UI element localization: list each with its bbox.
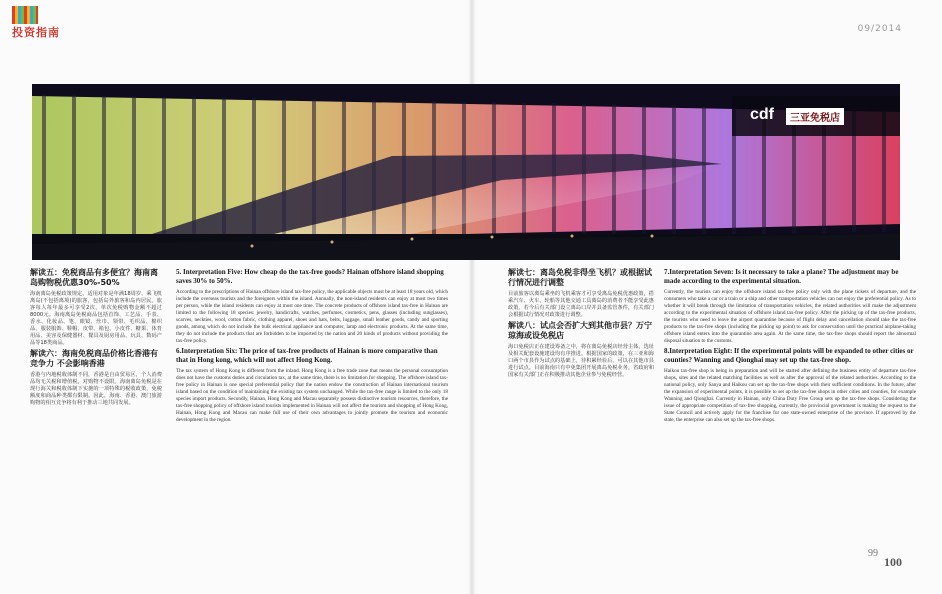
rainbow-stripes-icon xyxy=(12,6,38,24)
cdf-logo: cdf xyxy=(750,106,774,123)
body-interpretation-6-zh: 香港与内地税收体制不同，香港是自由贸易区，个人消费品均无关税和增值税，对购物不设限。海南离岛免税是在现行海关和税收体制下实施的一项特殊的税收政策，免税额度和商品种类都有限制。因此，海南、香港、澳门旅游购物的相互竞争将有利于推动三地共同发展。 xyxy=(30,372,162,406)
chinese-column-1 xyxy=(30,268,162,578)
heading-interpretation-5-zh: 解读五：免税商品有多便宜？海南离岛购物税优惠30%-50% xyxy=(30,268,158,287)
page-number-right: 100 xyxy=(884,555,902,569)
building-photo xyxy=(32,84,900,260)
section-title: 投资指南 xyxy=(12,26,60,39)
body-interpretation-6-en: The tax system of Hong Kong is different from the inland. Hong Kong is a free trade zone that means the personal consumption does not have the customs duties and circulation tax, at the same time, there is no limitation for shopping. The offshore island tax-free policy in Hainan is one special preferential policy that the nation endow the construction of Hainan international tourism island based on the condition of maintaining the existing tax system unchanged. While the tax-free range is limited to the only 18 species import products. Secondly, Hainan, Hong Kong and Macau separately possess distinctive tourism resources, therefore, the tax-free shopping policy of offshore island tourists implemented in Hainan will not affect the tourism and shopping of Hong Kong, Hainan, Hong Kong and Macau can make full use of their own advantages to jointly promote the tourism and economic development in the region. xyxy=(176,368,448,423)
issue-code: 09/2014 xyxy=(857,24,902,34)
store-sign: 三亚免税店 xyxy=(786,108,844,125)
heading-interpretation-5-en: 5. Interpretation Five: How cheap do the tax-free goods? Hainan offshore island shopping saves 30% to 50%. xyxy=(176,268,444,285)
heading-interpretation-7-en: 7.Interpretation Seven: Is it necessary to take a plane? The adjustment may be made according to the experimental situation. xyxy=(664,268,899,285)
heading-interpretation-8-en: 8.Interpretation Eight: If the experimental points will be expanded to other cities or counties? Wanning and Qionghai may set up the tax-free shop. xyxy=(664,347,914,364)
section-logo xyxy=(12,6,64,40)
heading-interpretation-7-zh: 解读七：离岛免税非得坐飞机？或根据试行情况进行调整 xyxy=(508,268,652,287)
english-column-2 xyxy=(664,268,916,578)
body-interpretation-7-en: Currently, the tourists can enjoy the offshore island tax-free policy only with the plane tickets of departure, and the consumers who take a car or a train or a ship and other transportation vehicles can not enjoy the preferential policy. As to whether it will break through the limitation of transportation vehicles, the related authorities will make the adjustment according to the experimental situation of offshore island tax-free policy. After the picking up of the tax-free products, the tourists who need to leave the airport quarantine because of flight delay and cancellation should take the tax-free products to the tax-free shops (including the picking up point) to ask for conservation until the practical airplane-taking offshore island enters into the quarantine area again. At the same time, the tax-free shops should report the abnormal disposal situation to the customs. xyxy=(664,289,916,344)
english-column-1 xyxy=(176,268,448,578)
body-interpretation-7-zh: 目前旅客以离岛乘坐的飞机乘客才可享受离岛免税优惠政策，搭乘汽车、火车、轮船等其他交通工具离岛的消费者不能享受此惠政策。若今后有关部门设立离岛口岸并具备监管条件，有关部门会根据试行情况对政策进行调整。 xyxy=(508,291,654,318)
body-interpretation-8-zh: 海口免税店正在建设筹备之中，将在离岛免税店经营主体，选址及相关配套设施建设均有序推进。根据国家的政策，在三亚和海口两个市县作为试点的基础上，待积累经验后，可以在其他市县进行试点。目前海南只有中免集团开展离岛免税业务，省政府和国家有关部门正在积极推动其他企业参与免税经营。 xyxy=(508,344,654,378)
heading-interpretation-6-en: 6.Interpretation Six: The price of tax-free products of Hainan is more comparative than that in Hong kong, which will not affect Hong Kong. xyxy=(176,347,438,364)
heading-interpretation-8-zh: 解读八：试点会否扩大到其他市县？万宁琼海或设免税店 xyxy=(508,321,652,340)
heading-interpretation-6-zh: 解读六：海南免税商品价格比香港有竞争力 不会影响香港 xyxy=(30,349,158,368)
chinese-column-2 xyxy=(508,268,654,578)
body-interpretation-5-en: According to the prescriptions of Hainan offshore island tax-free policy, the applicable objects must be at least 18 years old, which include the overseas tourists and the foreigners within the island. Annually, the non-island residents can enjoy at most two times per person, while the island residents can enjoy at most one time. The concrete products of offshore island tax-free in Hainan are limited to the following 18 species: jewelry, handicrafts, watches, perfumes, cosmetics, pens, glasses (including sunglasses), scarves, neckties, wool, cotton fabric, clothing apparel, shoes and hats, belts, luggage, small leather goods, candy and sporting goods, among which do not include the bulk electrical appliance and computer, lamp and electronic products. At the same time, they do not include the products that are forbidden to be imported by the nation and 20 kinds of products without providing the tax-free policy. xyxy=(176,289,448,344)
body-interpretation-8-en: Haikou tax-free shop is being in preparation and will be started after defining the business entity of departure tax-free shops, sites and the related matching facilities as well as after the approval of the related authorities. According to the national policy, only Sanya and Haikou can set up the tax-free shops with their sufficient conditions. In the future, after the expansion of experimental points, it is possible to set up the tax-free shops in other cities and counties, for example Wanning and Qionghai. Currently in Hainan, only China Duty Free Group sets up the tax-free shops. Considering the issue of appropriate competition of tax-free shopping, currently, the provincial government is making the request to the State Council and actively apply for the franchise for one state-owned enterprise of the province. If approved by the state, the enterprise can also set up the tax-free shops. xyxy=(664,368,916,423)
body-interpretation-5-zh: 海南离岛免税政策规定，适用对象是年满18周岁、乘飞机离岛(不包括离境)的旅客，包括岛外旅客和岛内居民。旅客每人每年最多可享受2次，单次免税购物金额不超过8000元。海南离岛免税商品包括首饰、工艺品、手表、香水、化妆品、笔、眼镜、丝巾、领带、毛织品、棉织品、服装服饰、鞋帽、皮带、箱包、小皮件、糖果、体育用品、美容及保健器材、餐具及厨房用品、玩具、数码产品等18类商品。 xyxy=(30,291,162,346)
page-number-left: 99 xyxy=(868,548,878,559)
